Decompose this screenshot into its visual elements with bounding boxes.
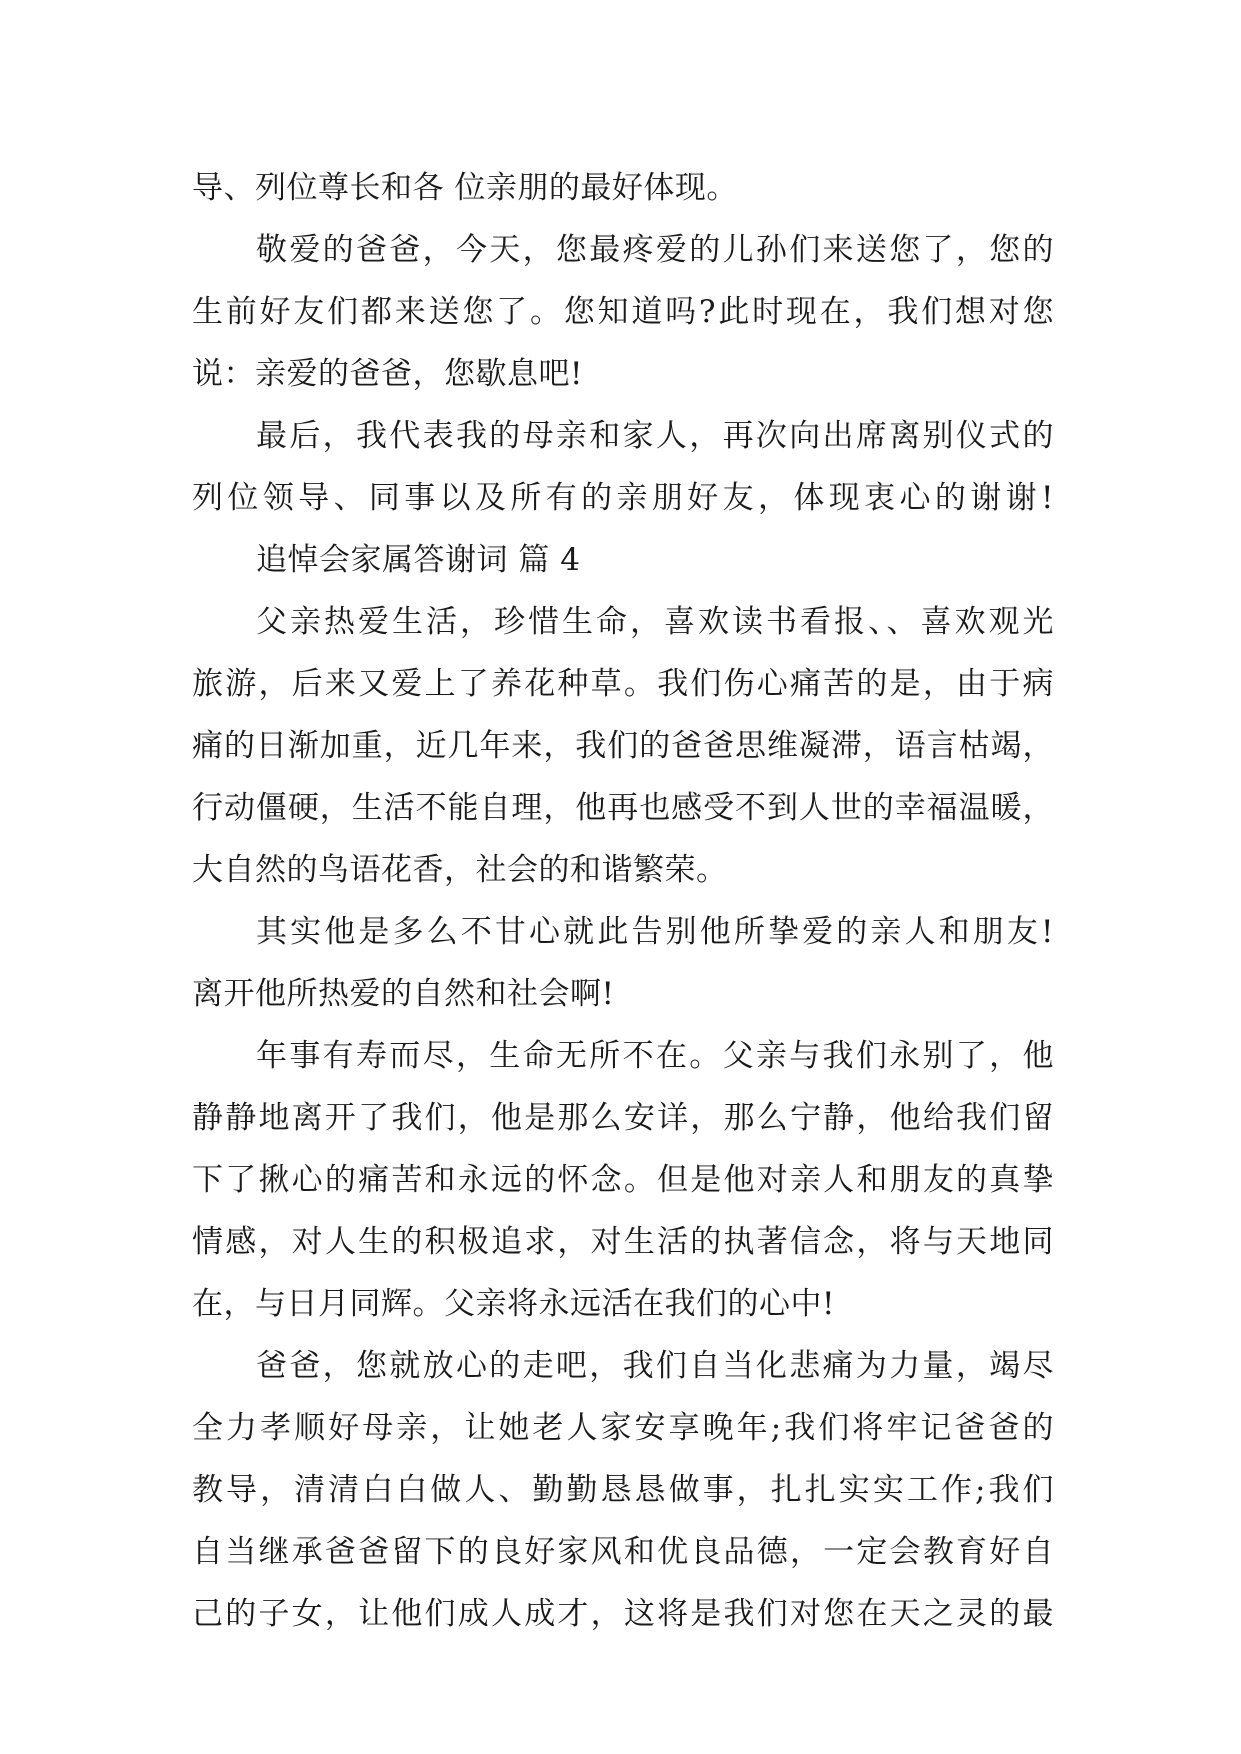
text-line: 离开他所热爱的自然和社会啊! bbox=[192, 976, 615, 1012]
text-line: 导、列位尊长和各 位亲朋的最好体现。 bbox=[192, 170, 738, 206]
text-line: 下了揪心的痛苦和永远的怀念。但是他对亲人和朋友的真挚 bbox=[192, 1162, 1054, 1198]
text-line: 大自然的鸟语花香，社会的和谐繁荣。 bbox=[192, 852, 728, 888]
text-line: 年事有寿而尽，生命无所不在。父亲与我们永别了，他 bbox=[256, 1038, 1054, 1074]
section-heading: 追悼会家属答谢词 篇 4 bbox=[256, 542, 581, 578]
text-line: 教导，清清白白做人、勤勤恳恳做事，扎扎实实工作;我们 bbox=[192, 1472, 1054, 1508]
text-line: 己的子女，让他们成人成才，这将是我们对您在天之灵的最 bbox=[192, 1596, 1054, 1632]
text-line: 其实他是多么不甘心就此告别他所挚爱的亲人和朋友! bbox=[256, 914, 1054, 950]
text-line: 父亲热爱生活，珍惜生命，喜欢读书看报、、喜欢观光 bbox=[256, 604, 1054, 640]
text-line: 静静地离开了我们，他是那么安详，那么宁静，他给我们留 bbox=[192, 1100, 1054, 1136]
text-line: 在，与日月同辉。父亲将永远活在我们的心中! bbox=[192, 1286, 835, 1322]
document-body bbox=[192, 157, 1054, 1645]
text-line: 说：亲爱的爸爸，您歇息吧! bbox=[192, 356, 583, 392]
text-line: 痛的日渐加重，近几年来，我们的爸爸思维凝滞，语言枯竭， bbox=[192, 728, 1054, 764]
text-line: 行动僵硬，生活不能自理，他再也感受不到人世的幸福温暖， bbox=[192, 790, 1054, 826]
text-line: 列位领导、同事以及所有的亲朋好友，体现衷心的谢谢! bbox=[192, 480, 1054, 516]
text-line: 自当继承爸爸留下的良好家风和优良品德，一定会教育好自 bbox=[192, 1534, 1054, 1570]
text-line: 爸爸，您就放心的走吧，我们自当化悲痛为力量，竭尽 bbox=[256, 1348, 1054, 1384]
text-line: 旅游，后来又爱上了养花种草。我们伤心痛苦的是，由于病 bbox=[192, 666, 1054, 702]
text-line: 生前好友们都来送您了。您知道吗?此时现在，我们想对您 bbox=[192, 294, 1054, 330]
text-line: 最后，我代表我的母亲和家人，再次向出席离别仪式的 bbox=[256, 418, 1054, 454]
text-line: 敬爱的爸爸，今天，您最疼爱的儿孙们来送您了，您的 bbox=[256, 232, 1054, 268]
text-line: 情感，对人生的积极追求，对生活的执著信念，将与天地同 bbox=[192, 1224, 1054, 1260]
text-line: 全力孝顺好母亲，让她老人家安享晚年;我们将牢记爸爸的 bbox=[192, 1410, 1054, 1446]
